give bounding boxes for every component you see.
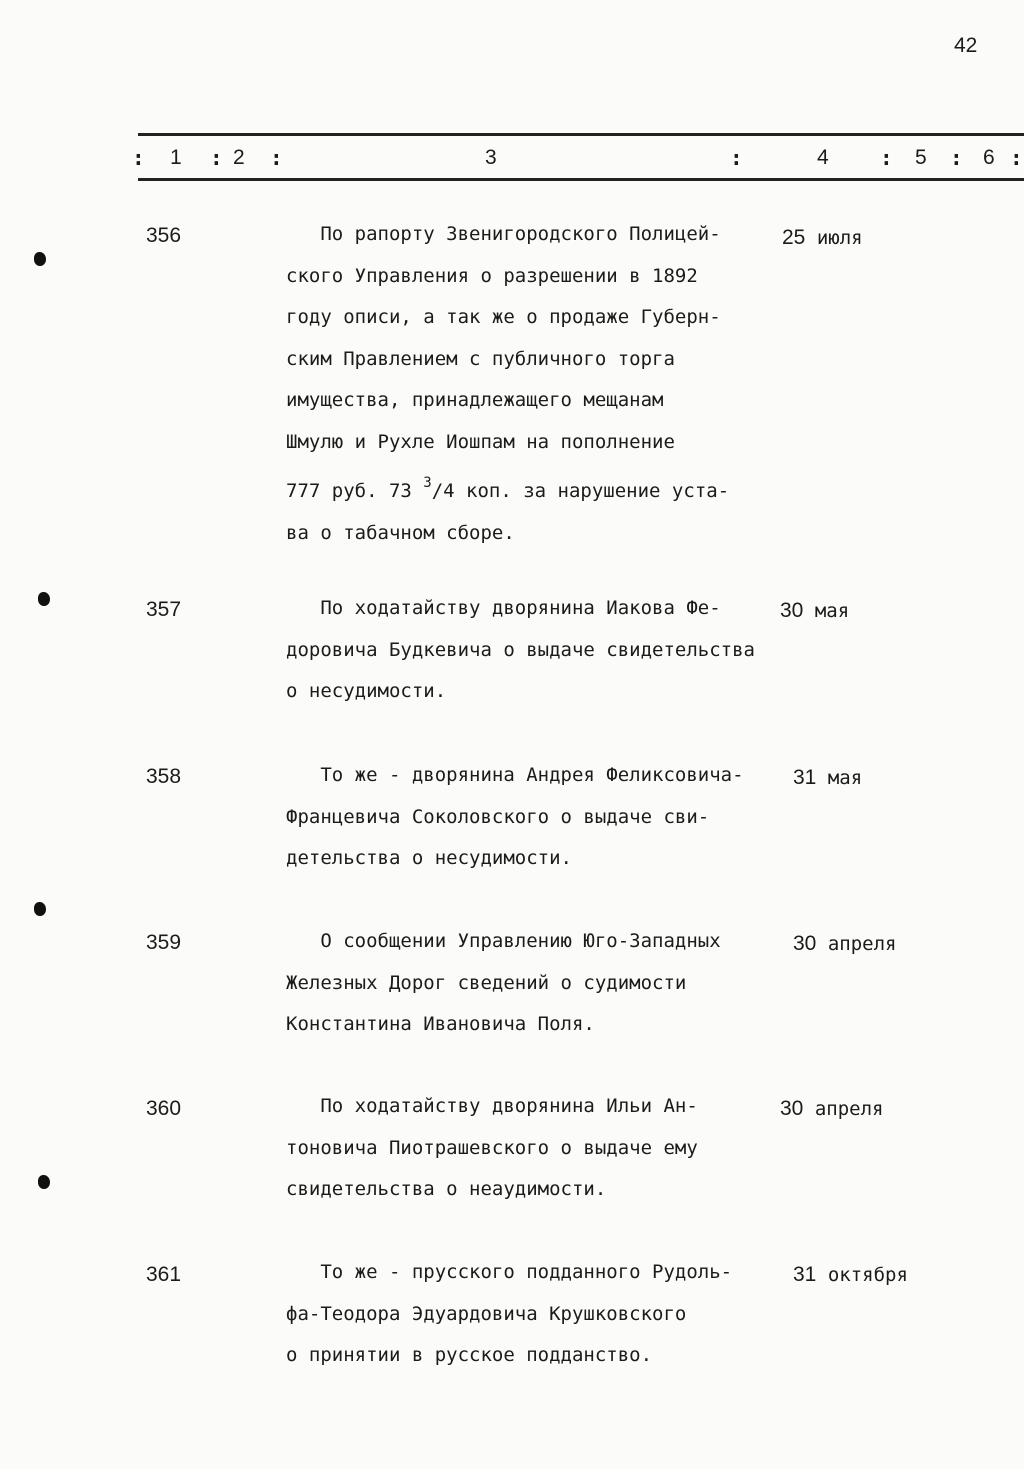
column-header-4: 4	[817, 146, 829, 169]
column-header-2: 2	[233, 146, 245, 169]
text-segment: 777 руб. 73	[286, 480, 424, 502]
text-line: Шмулю и Рухле Иошпам на пополнение	[286, 430, 675, 453]
entry-text	[286, 1252, 806, 1377]
text-line: ва о табачном сборе.	[286, 521, 515, 544]
date-day: 31	[793, 766, 817, 789]
text-line: Францевича Соколовского о выдаче сви-	[286, 805, 710, 828]
text-line: о принятии в русское подданство.	[286, 1344, 653, 1366]
entry-number: 358	[146, 765, 182, 788]
punch-hole-mark	[34, 902, 46, 916]
text-segment: /4 коп. за нарушение уста-	[431, 480, 730, 502]
entry-date	[793, 1263, 908, 1287]
text-line: Константина Ивановича Поля.	[286, 1013, 595, 1035]
entry-date	[780, 1097, 883, 1121]
text-line: По ходатайству дворянина Ильи Ан-	[286, 1095, 698, 1117]
entry-date	[782, 226, 863, 250]
fraction-numerator: 3	[423, 475, 432, 491]
column-separator: :	[1010, 146, 1023, 170]
entry-text	[286, 755, 806, 880]
column-header-5: 5	[915, 146, 927, 169]
punch-hole-mark	[34, 252, 46, 266]
entry-number: 361	[146, 1263, 182, 1286]
text-line: То же - прусского подданного Рудоль-	[286, 1261, 733, 1283]
text-line: доровича Будкевича о выдаче свидетельства	[286, 638, 755, 661]
date-month: июля	[816, 227, 863, 249]
text-line: По ходатайству дворянина Иакова Фе-	[286, 597, 721, 619]
text-line: году описи, а так же о продаже Губерн-	[286, 306, 721, 328]
column-separator: :	[950, 146, 963, 170]
entry-text	[286, 588, 806, 713]
page-number: 42	[954, 34, 978, 57]
entry-text	[286, 1086, 806, 1211]
date-day: 30	[780, 599, 804, 622]
text-line: По рапорту Звенигородского Полицей-	[286, 223, 721, 245]
entry-date	[793, 932, 896, 956]
column-header-3: 3	[485, 146, 497, 169]
entry-number: 356	[146, 224, 182, 247]
entry-date	[793, 766, 862, 790]
text-line: фа-Теодора Эдуардовича Крушковского	[286, 1302, 687, 1325]
text-line: То же - дворянина Андрея Феликсовича-	[286, 764, 744, 786]
header-rule-bottom	[138, 178, 1024, 181]
date-month: мая	[814, 600, 850, 622]
column-separator: :	[270, 146, 283, 170]
entry-number: 360	[146, 1097, 182, 1120]
column-separator: :	[132, 146, 145, 170]
column-header-6: 6	[983, 146, 995, 169]
punch-hole-mark	[38, 1175, 50, 1189]
text-line: О сообщении Управлению Юго-Западных	[286, 930, 721, 952]
date-day: 31	[793, 1263, 817, 1286]
entry-number: 357	[146, 598, 182, 621]
text-line: ского Управления о разрешении в 1892	[286, 264, 698, 287]
entry-text	[286, 214, 806, 554]
date-month: октября	[827, 1264, 908, 1286]
column-header-1: 1	[170, 146, 182, 169]
entry-date	[780, 599, 849, 623]
header-rule-top	[138, 133, 1024, 136]
text-line: имущества, принадлежащего мещанам	[286, 389, 664, 411]
text-line: тоновича Пиотрашевского о выдаче ему	[286, 1136, 698, 1159]
date-month: мая	[827, 767, 863, 789]
date-day: 30	[793, 932, 817, 955]
column-separator: :	[730, 146, 743, 170]
date-day: 25	[782, 226, 806, 249]
text-line: свидетельства о неаудимости.	[286, 1178, 607, 1200]
date-month: апреля	[814, 1098, 884, 1120]
date-month: апреля	[827, 933, 897, 955]
column-separator: :	[210, 146, 223, 170]
text-line-fraction	[286, 463, 806, 513]
text-line: Железных Дорог сведений о судимости	[286, 971, 687, 994]
text-line: ским Правлением с публичного торга	[286, 347, 675, 370]
date-day: 30	[780, 1097, 804, 1120]
text-line: о несудимости.	[286, 680, 447, 702]
text-line: детельства о несудимости.	[286, 847, 572, 869]
entry-text	[286, 921, 806, 1046]
column-separator: :	[880, 146, 893, 170]
entry-number: 359	[146, 931, 182, 954]
punch-hole-mark	[38, 592, 50, 606]
